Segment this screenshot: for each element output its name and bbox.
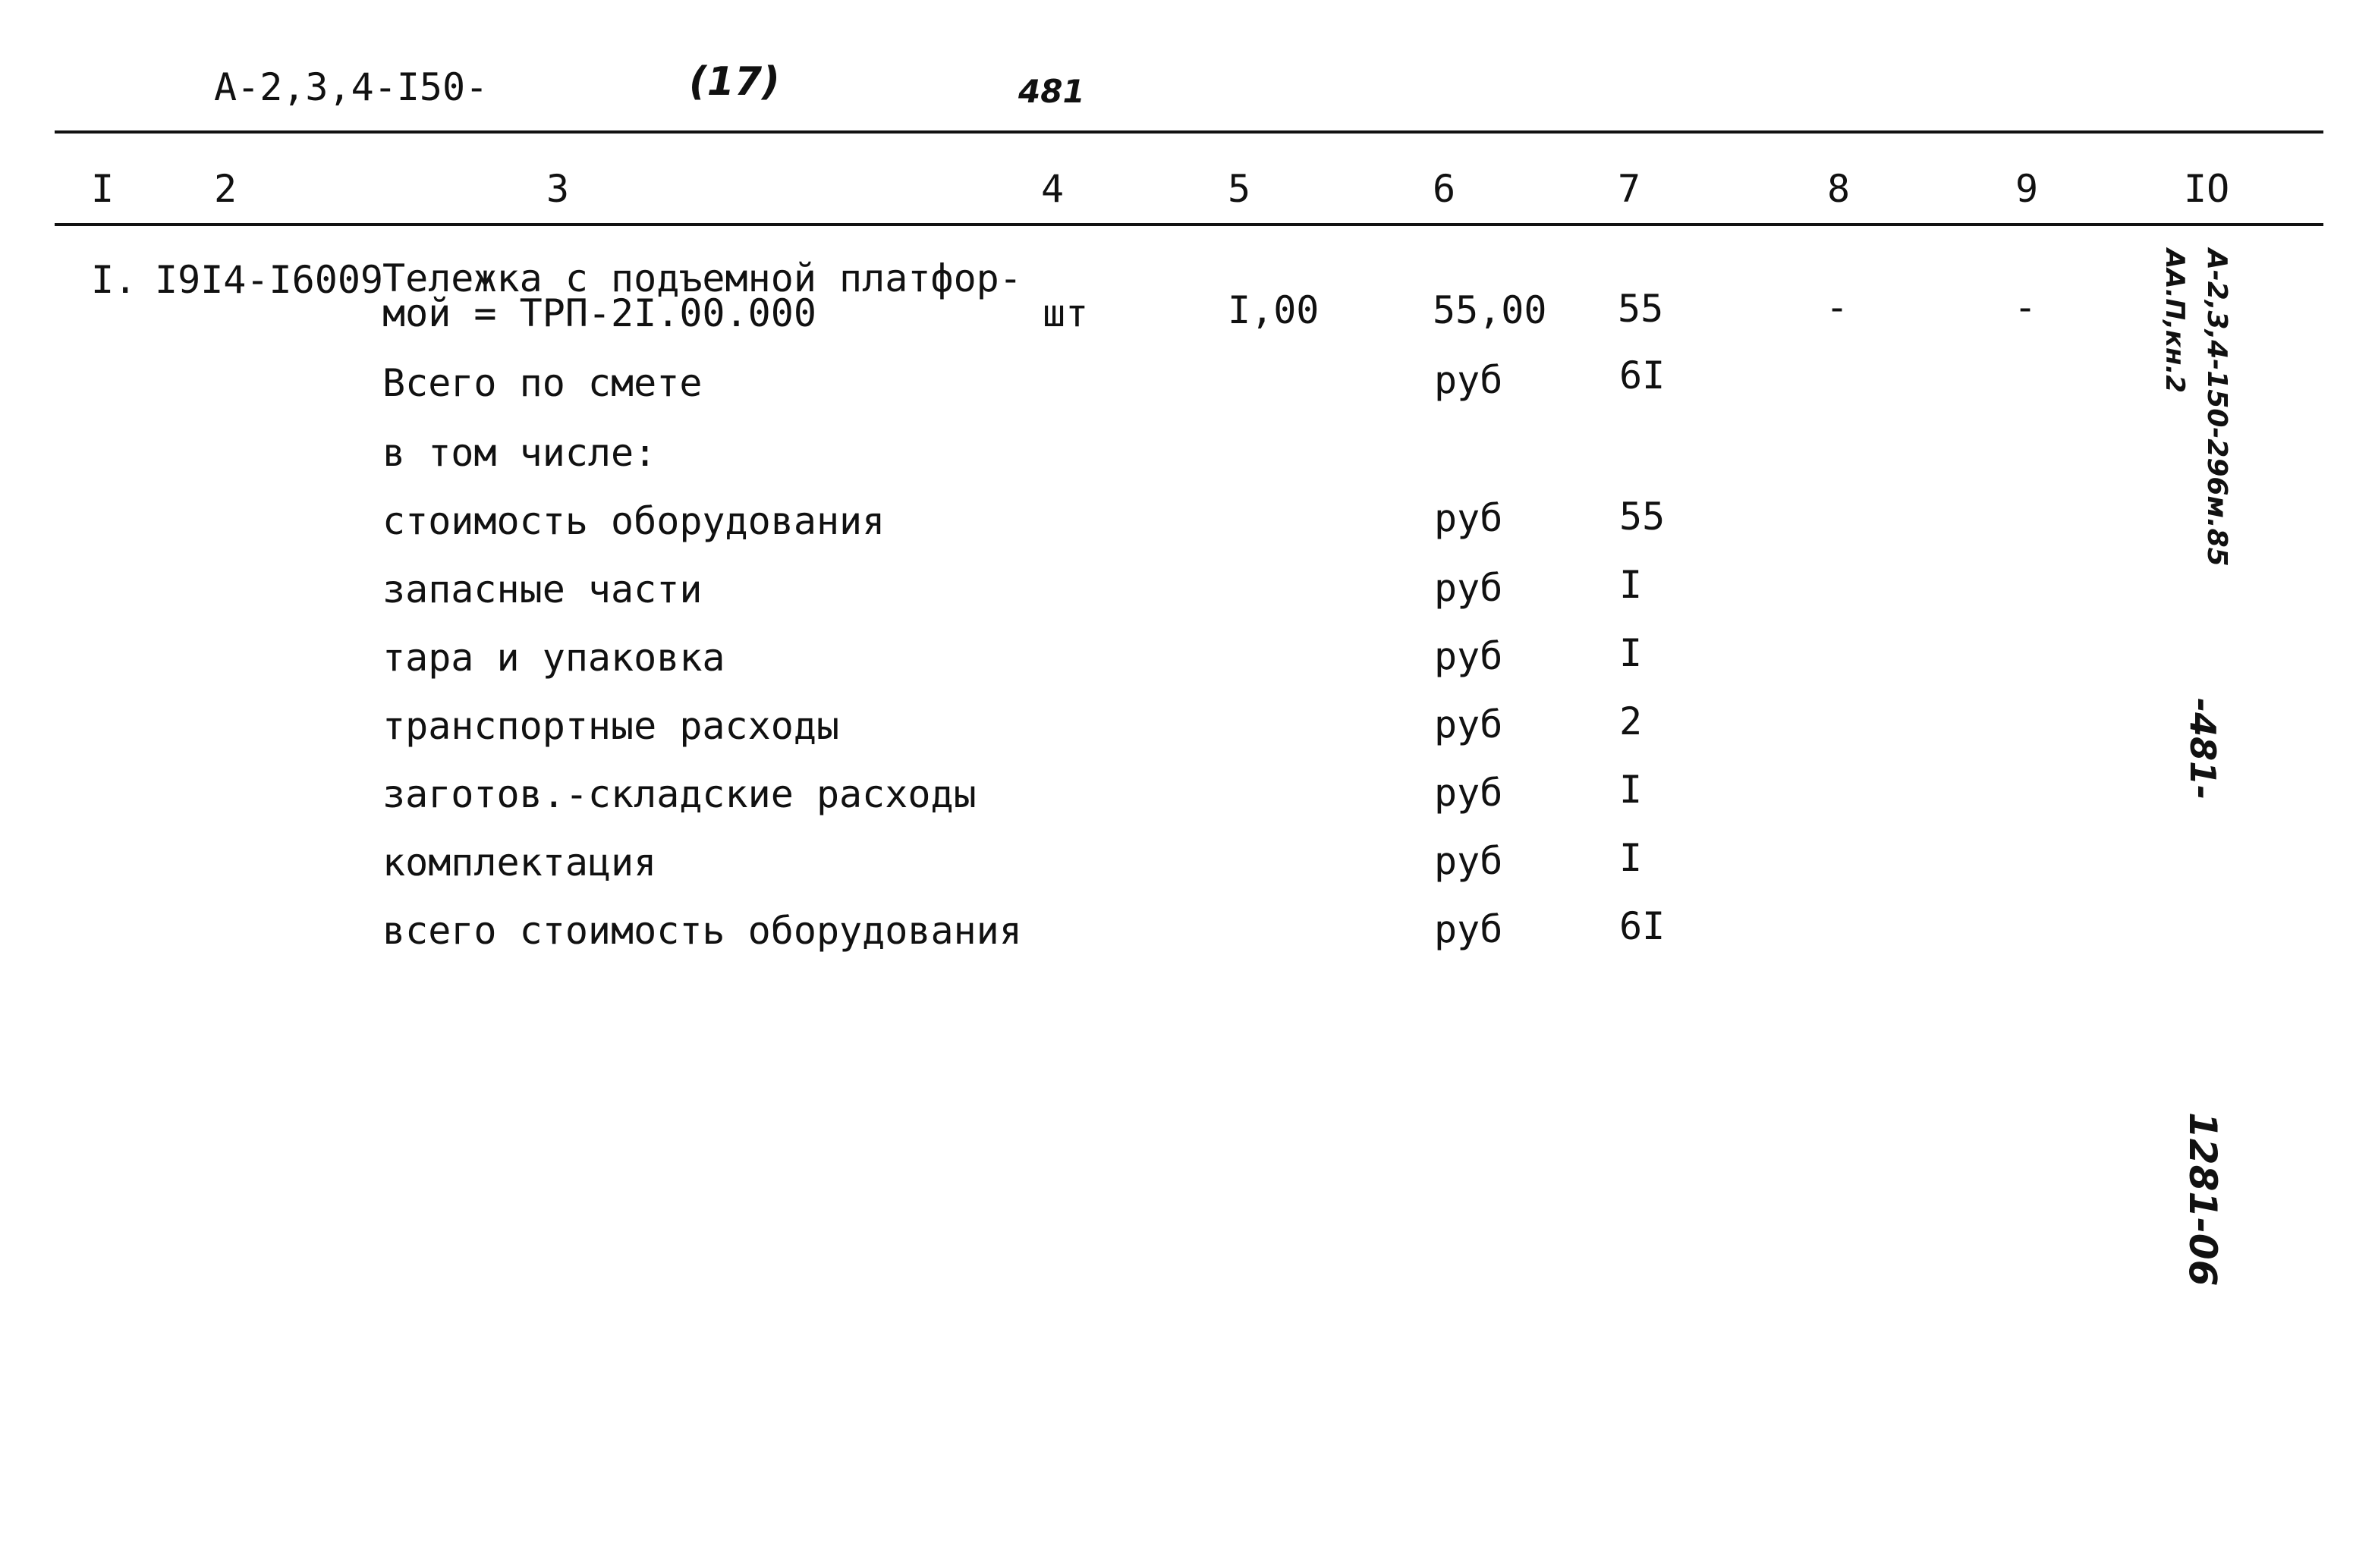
summary-value: 6I [1619,354,1666,397]
summary-label: всего стоимость оборудования [382,909,1022,953]
page-number: 481 [1018,73,1085,110]
column-number-7: 7 [1618,167,1641,211]
column-number-3: 3 [546,167,570,211]
item-quantity: I,00 [1228,288,1320,332]
summary-label: Всего по смете [382,361,703,405]
summary-label: комплектация [382,841,657,885]
sheet-mark: (17) [689,59,780,105]
item-number: I. [91,258,137,302]
column-number-10: IO [2184,167,2230,211]
side-reference-line-1: А-2,3,4-150-296м.85 [2201,249,2232,567]
summary-unit: руб [1434,839,1503,883]
item-col8: - [1826,285,1849,329]
summary-label: запасные части [382,567,703,611]
column-number-8: 8 [1827,167,1851,211]
summary-value: I [1619,836,1643,880]
item-unit: шт [1043,291,1089,335]
header-rule [55,130,2323,134]
summary-label: в том числе: [382,431,657,475]
side-page-mark: -481- [2182,698,2223,800]
summary-unit: руб [1434,907,1503,951]
item-col9: - [2014,285,2037,329]
summary-value: 55 [1619,495,1666,539]
summary-label: транспортные расходы [382,704,840,748]
summary-label: стоимость оборудования [382,499,886,543]
summary-value: I [1619,768,1643,812]
column-number-4: 4 [1041,167,1065,211]
summary-unit: руб [1434,634,1503,678]
summary-unit: руб [1434,358,1503,402]
column-number-1: I [91,167,115,211]
side-document-number: 1281-06 [2181,1112,2225,1287]
summary-label: тара и упаковка [382,636,725,680]
summary-unit: руб [1434,771,1503,815]
summary-unit: руб [1434,496,1503,540]
summary-value: I [1619,631,1643,675]
summary-unit: руб [1434,566,1503,610]
column-number-9: 9 [2015,167,2039,211]
document-code: А-2,3,4-I50- [214,65,489,109]
summary-value: 2 [1619,699,1643,743]
item-price: 55,00 [1433,288,1547,332]
item-total: 55 [1618,287,1664,331]
side-reference-line-2: АА.П,кн.2 [2160,249,2190,394]
summary-label: заготов.-складские расходы [382,772,977,816]
summary-value: I [1619,563,1643,607]
item-name-line-2: мой = ТРП-2I.00.000 [382,291,816,335]
column-number-2: 2 [214,167,238,211]
item-name-line-1: Тележка с подъемной платфор- [382,256,1022,300]
column-number-5: 5 [1228,167,1251,211]
summary-unit: руб [1434,702,1503,746]
item-code: I9I4-I6009 [155,258,384,302]
summary-value: 6I [1619,904,1666,948]
column-number-6: 6 [1433,167,1456,211]
column-header-rule [55,223,2323,226]
